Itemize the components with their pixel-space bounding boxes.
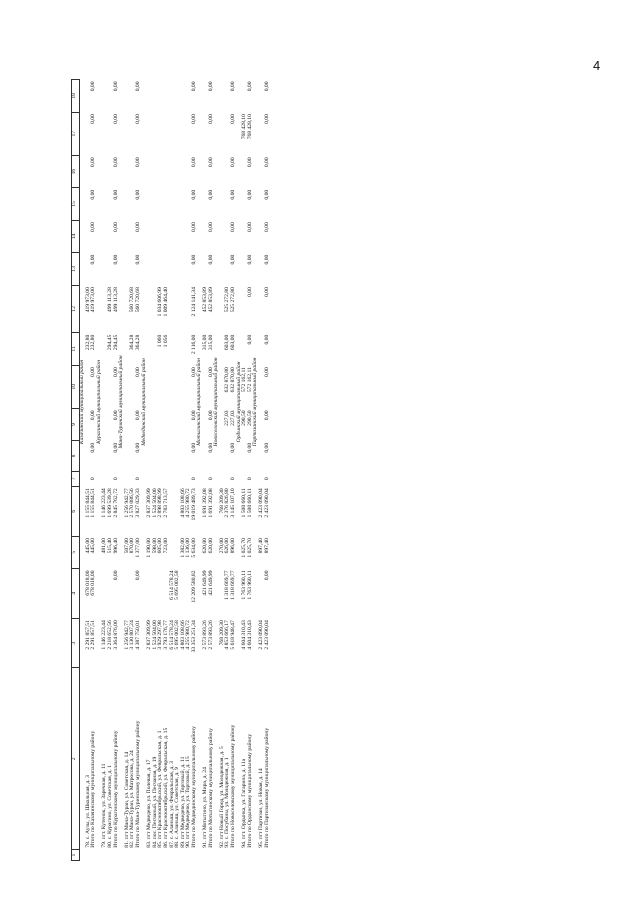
value-cell: 0,00 [112,189,119,200]
value-cell: 0,00 [230,189,237,200]
value-cell: 0,00 [207,81,214,92]
value-cell: 315,00 [207,334,214,351]
value-cell: 0 [207,477,214,481]
value-cell: 227,03 [230,410,237,426]
value-cell: 0,00 [112,114,119,124]
value-cell: 0,00 [207,367,214,377]
col-header: 16 [72,155,80,187]
value-cell: 0,00 [207,189,214,200]
value-cell: 1 146 223,44 [101,488,108,518]
value-cell: 0,00 [90,189,97,200]
address-cell: 84. пос. Песчаный, ул. Песчаная, д. 19 [151,756,158,848]
value-cell: 0,00 [263,81,270,92]
value-cell: 0,00 [207,442,214,453]
value-cell: 452 853,89 [207,287,214,313]
value-cell: 0,00 [246,287,253,297]
value-cell: 0,00 [263,157,270,168]
value-cell: 19 019 489,73 [190,488,197,521]
value-cell: 4 803 108,66 [179,488,186,518]
col-header: 4 [72,568,80,618]
value-cell: 0,00 [230,222,237,233]
value-cell: 0,00 [263,334,270,345]
value-cell: 0,00 [90,114,97,124]
value-cell: 0,00 [90,157,97,168]
value-cell: 560 720,68 [134,287,141,313]
value-cell: 4 255 980,72 [185,488,192,518]
value-cell: 6 514 578,24 [168,620,175,650]
value-cell: 419 973,00 [90,287,97,313]
page-number: 4 [593,58,601,73]
value-cell: 0,00 [190,254,197,265]
value-cell: 768 428,10 [241,114,248,140]
value-cell: 364,28 [129,334,136,351]
value-cell: 2 570 086,56 [129,488,136,518]
value-cell: 996,40 [112,538,119,554]
district-title: Мана-Туринский муниципальный район [118,355,125,449]
value-cell: 0 [112,477,119,481]
value-cell: 2 218 652,56 [106,620,113,650]
value-cell: 2 124 141,34 [190,287,197,317]
value-cell: 0,00 [90,254,97,265]
column-number-header [72,80,80,861]
value-cell: 1 500 660,11 [241,488,248,518]
address-cell: 87. с. Аланыш, ул. Февральская, д. 3 [168,761,175,848]
value-cell: 1 763 960,11 [246,570,253,600]
value-cell: 0,00 [112,157,119,168]
value-cell: 445,00 [90,538,97,554]
district-title: Партизанский муниципальный район [252,357,259,447]
value-cell: 0,00 [90,442,97,453]
value-cell: 0,00 [90,367,97,377]
value-cell: 2 845 762,72 [112,488,119,518]
district-title: Ордынский муниципальный район [235,361,242,443]
value-cell: 0,00 [134,114,141,124]
value-cell: 1 256 942,77 [123,488,130,518]
value-cell: 0,00 [263,254,270,265]
value-cell: 0,00 [263,222,270,233]
value-cell: 0,00 [246,222,253,233]
value-cell: 3 929 297,98 [157,620,164,650]
value-cell: 0,00 [207,222,214,233]
value-cell: 1 025,70 [246,538,253,558]
value-cell: 0,00 [230,254,237,265]
value-cell: 33 353 251,34 [190,620,197,653]
address-cell: 80. с. Курагино, ул. Советская, д. 1 [106,765,113,848]
value-cell: 0,00 [134,570,141,581]
value-cell: 481,00 [101,538,108,554]
address-cell: 83. пгт Медведево, ул. Полевая, д. 17 [146,759,153,848]
col-header: 1 [72,850,80,861]
address-cell: 93. с. Посубаны, ул. Молодежная, д. 1 [224,757,231,848]
value-cell: 0,00 [263,367,270,377]
total-label: Итого по Медвединскому муниципальному району [190,726,197,848]
value-cell: 0,00 [263,114,270,124]
total-row [265,80,271,861]
total-label: Итого по Ордынскому муниципальному району [246,733,253,848]
value-cell: 294,45 [106,334,113,351]
value-cell: 0,00 [207,114,214,124]
value-cell: 0 [246,477,253,481]
address-cell: 95. пгт Партизан, ул. Новая, д. 14 [258,768,264,848]
value-cell: 0,00 [190,81,197,92]
value-cell: 2 291 857,51 [90,620,97,650]
value-cell: 0,00 [134,222,141,233]
col-header: 8 [72,441,80,471]
value-cell: 560 720,68 [129,287,136,313]
value-cell: 315,00 [202,334,209,351]
value-cell: 294,45 [112,334,119,351]
value-cell: 768 209,30 [218,620,225,646]
value-cell: 0,00 [230,442,237,453]
value-cell: 0,00 [90,81,97,92]
value-cell: 1 190,00 [146,538,153,558]
value-cell: 515,40 [106,538,113,554]
address-cell: 91. пгт Мотыгино, ул. Мира, д. 24 [202,767,209,848]
value-cell: 270,00 [218,538,225,554]
value-cell: 1 318 669,77 [224,570,231,600]
value-cell: 0,00 [263,570,270,581]
col-header: 10 [72,365,80,408]
total-label: Итого по Мана-Туринскому муниципальному району [134,720,141,848]
row-spacer [265,850,271,861]
value-cell: 0,00 [112,367,119,377]
col-header: 3 [72,618,80,668]
value-cell: 897,40 [258,538,264,554]
value-cell: 4 604 310,43 [241,620,248,650]
value-cell: 620,00 [207,538,214,554]
value-cell: 421 649,99 [207,570,214,596]
value-cell: 603,00 [224,334,231,351]
total-label: Итого по Мотыгинскому муниципальному району [207,728,214,848]
value-cell: 0 [134,477,141,481]
value-cell: 0,00 [230,114,237,124]
value-cell: 499 113,28 [106,287,113,313]
value-cell: 2 573 893,26 [207,620,214,650]
value-cell: 572 162,11 [246,367,253,393]
value-cell: 3 827 029,33 [134,488,141,518]
value-cell: 0,00 [134,442,141,453]
value-cell: 0,00 [134,81,141,92]
value-cell: 0,00 [90,410,97,421]
value-cell: 1 025,70 [241,538,248,558]
value-cell: 5 695 002,58 [174,620,181,650]
value-cell: 0,00 [263,189,270,200]
value-cell: 2 423 090,04 [258,488,264,518]
value-cell: 1 060 [157,334,164,348]
value-cell: 419 973,00 [84,287,91,313]
value-cell: 0,00 [134,410,141,421]
value-cell: 2 116,00 [190,334,197,355]
value-cell: 1 691 392,08 [202,488,209,518]
total-label: Итого по Казачинскому муниципальному району [90,730,97,848]
col-header: 11 [72,333,80,365]
value-cell: 605,00 [157,538,164,554]
value-cell: 897,40 [263,538,270,554]
value-cell: 0,00 [190,442,197,453]
value-cell: 572 162,11 [241,367,248,393]
value-cell: 896,00 [230,538,237,554]
value-cell: 0,00 [190,222,197,233]
address-cell: 89. пгт Медведево, ул. Торговый, д. 11 [179,756,186,848]
address-cell: 88. с. Аланыш, ул. Советская, д. 9 [174,767,181,848]
col-header: 7 [72,471,80,486]
value-cell: 364,28 [134,334,141,351]
value-cell: 1 155 844,51 [84,488,91,518]
value-cell: 0,00 [112,81,119,92]
value-cell: 1 699 539,28 [106,488,113,518]
value-cell: 0,00 [246,254,253,265]
value-cell: 0,00 [230,81,237,92]
value-cell: 290,50 [246,410,253,426]
value-cell: 4 803 108,66 [179,620,186,650]
value-cell: 620,00 [202,538,209,554]
value-cell: 0,00 [112,570,119,581]
value-cell: 5 618 948,47 [230,620,237,650]
district-title: Новоселовский муниципальный район [213,357,220,447]
total-label: Итого по Новоселовскому муниципальному району [230,724,237,848]
value-cell: 603,00 [230,334,237,351]
district-title: Курагинский муниципальный район [95,360,102,444]
value-cell: 0,00 [190,157,197,168]
col-header: 17 [72,112,80,155]
value-cell: 0,00 [90,222,97,233]
value-cell: 507,00 [123,538,130,554]
value-cell: 0,00 [190,114,197,124]
value-cell: 678 018,00 [84,570,91,596]
address-cell: 92. пгт Новый Город, ул. Молодежная, д. 5 [218,746,225,848]
value-cell: 525 272,80 [230,287,237,313]
value-cell: 0 [90,477,97,481]
value-cell: 0,00 [207,254,214,265]
value-cell: 870,00 [129,538,136,554]
value-cell: 5 695 002,58 [174,570,181,600]
value-cell: 2 837 309,99 [146,488,153,518]
value-cell: 0,00 [246,189,253,200]
value-cell: 626,00 [224,538,231,554]
value-cell: 1 155 844,51 [90,488,97,518]
value-cell: 598,00 [151,538,158,554]
value-cell: 0,00 [134,157,141,168]
address-cell: 90. пгт Медведево, ул. Торговый, д. 15 [185,756,192,848]
value-cell: 1 136,00 [185,538,192,558]
value-cell: 2 423 090,04 [258,620,264,650]
value-cell: 768 209,30 [218,488,225,514]
value-cell: 1 763 960,11 [241,570,248,600]
value-cell: 1 318 669,77 [230,570,237,600]
value-cell: 768 428,10 [246,114,253,140]
address-cell: 86. пгт Краснооктябрьский, ул. Февральская, д. 15 [162,727,169,848]
value-cell: 0,00 [246,157,253,168]
value-cell: 290,50 [241,410,248,426]
value-cell: 6 514 578,24 [168,570,175,600]
value-cell: 445,00 [84,538,91,554]
value-cell: 4 387 750,01 [134,620,141,650]
value-cell: 232,80 [90,334,97,351]
value-cell: 3 145 107,10 [230,488,237,518]
col-header: 18 [72,80,80,113]
district-title: Мотыгинский муниципальный район [196,358,203,446]
value-cell: 0,00 [112,222,119,233]
value-cell: 2 291 857,51 [84,620,91,650]
value-cell: 0,00 [207,157,214,168]
value-cell: 421 649,99 [202,570,209,596]
rotated-table-sheet [71,79,569,861]
value-cell: 1 691 392,08 [207,488,214,518]
value-cell: 1 056 [162,334,169,348]
col-header: 6 [72,486,80,536]
value-cell: 1 377,00 [134,538,141,558]
value-cell: 0,00 [190,189,197,200]
value-cell: 0,00 [263,287,270,297]
value-cell: 0,00 [207,410,214,421]
table-body [80,80,271,861]
value-cell: 0,00 [230,157,237,168]
value-cell: 3 793 176,77 [162,620,169,650]
value-cell: 4 255 980,72 [185,620,192,650]
value-cell: 5 634,00 [190,538,197,558]
value-cell: 499 113,28 [112,287,119,313]
value-cell: 723,00 [162,538,169,554]
value-cell: 4 853 666,17 [224,620,231,650]
value-cell: 2 423 090,04 [263,620,270,650]
address-cell: 81. пгт Мана-Туран, ул. Советская, д. 14 [123,751,130,848]
value-cell: 0,00 [134,367,141,377]
value-cell: 3 364 876,00 [112,620,119,650]
value-cell: 12 209 580,82 [190,570,197,603]
value-cell: 525 272,80 [224,287,231,313]
value-cell: 0,00 [134,254,141,265]
value-cell: 2 423 090,04 [263,488,270,518]
value-cell: 0,00 [112,254,119,265]
value-cell: 0,00 [246,334,253,345]
value-cell: 678 018,00 [90,570,97,596]
value-cell: 452 853,89 [202,287,209,313]
address-cell: 94. пгт. Ордынка, ул. Гагарина, д. 11а [241,758,248,848]
value-cell: 2 783 713,57 [162,488,169,518]
value-cell: 1 500 660,11 [246,488,253,518]
value-cell: 1 524 504,00 [151,488,158,518]
value-cell: 227,03 [224,410,231,426]
value-cell: 0,00 [263,410,270,421]
address-cell: 82. пгт Мана-Туран, ул. Матросова, д. 24 [129,750,136,848]
value-cell: 0 [230,477,237,481]
value-cell: 1 146 223,44 [101,620,108,650]
value-cell: 1 009 464,40 [162,287,169,317]
value-cell: 0,00 [263,442,270,453]
value-cell: 4 604 310,43 [246,620,253,650]
value-cell: 0 [263,477,270,481]
col-header: 15 [72,188,80,220]
col-header: 14 [72,220,80,252]
value-cell: 0,00 [190,410,197,421]
value-cell: 0,00 [134,189,141,200]
value-cell: 2 376 826,80 [224,488,231,518]
address-cell: 85. пгт Краснооктябрьский, ул. Февральская, д. 1 [157,730,164,848]
col-header: 5 [72,536,80,568]
value-cell: 632 870,80 [224,367,231,393]
district-title: Казачинский муниципальный район [79,359,85,445]
value-cell: 0,00 [112,442,119,453]
value-cell: 0,00 [112,410,119,421]
value-cell: 2 573 893,26 [202,620,209,650]
total-label: Итого по Партизанскому муниципальному району [263,727,270,848]
value-cell: 0,00 [190,367,197,377]
col-header: 13 [72,253,80,285]
value-cell: 1 034 606,99 [157,287,164,317]
value-cell: 0,00 [246,442,253,453]
col-header: 9 [72,408,80,440]
address-cell: 79. пгт. Кутенок, ул. Заречная, д. 11 [101,763,108,848]
address-cell: 78. с. Аузы, ул. Школьная, д. 3 [84,775,91,848]
value-cell: 1 256 942,77 [123,620,130,650]
value-cell: 0,00 [246,81,253,92]
value-cell: 1 524 504,00 [151,620,158,650]
col-header: 12 [72,285,80,333]
total-label: Итого по Курагинскому муниципальному району [112,730,119,848]
value-cell: 0 [190,477,197,481]
value-cell: 1 382,00 [179,538,186,558]
value-cell: 2 837 309,99 [146,620,153,650]
value-cell: 3 130 807,24 [129,620,136,650]
col-header: 2 [72,668,80,850]
value-cell: 232,80 [84,334,91,351]
district-title: Медвединский муниципальный район [140,358,147,446]
value-cell: 632 870,80 [230,367,237,393]
value-cell: 2 898 898,99 [157,488,164,518]
data-table [71,79,270,861]
